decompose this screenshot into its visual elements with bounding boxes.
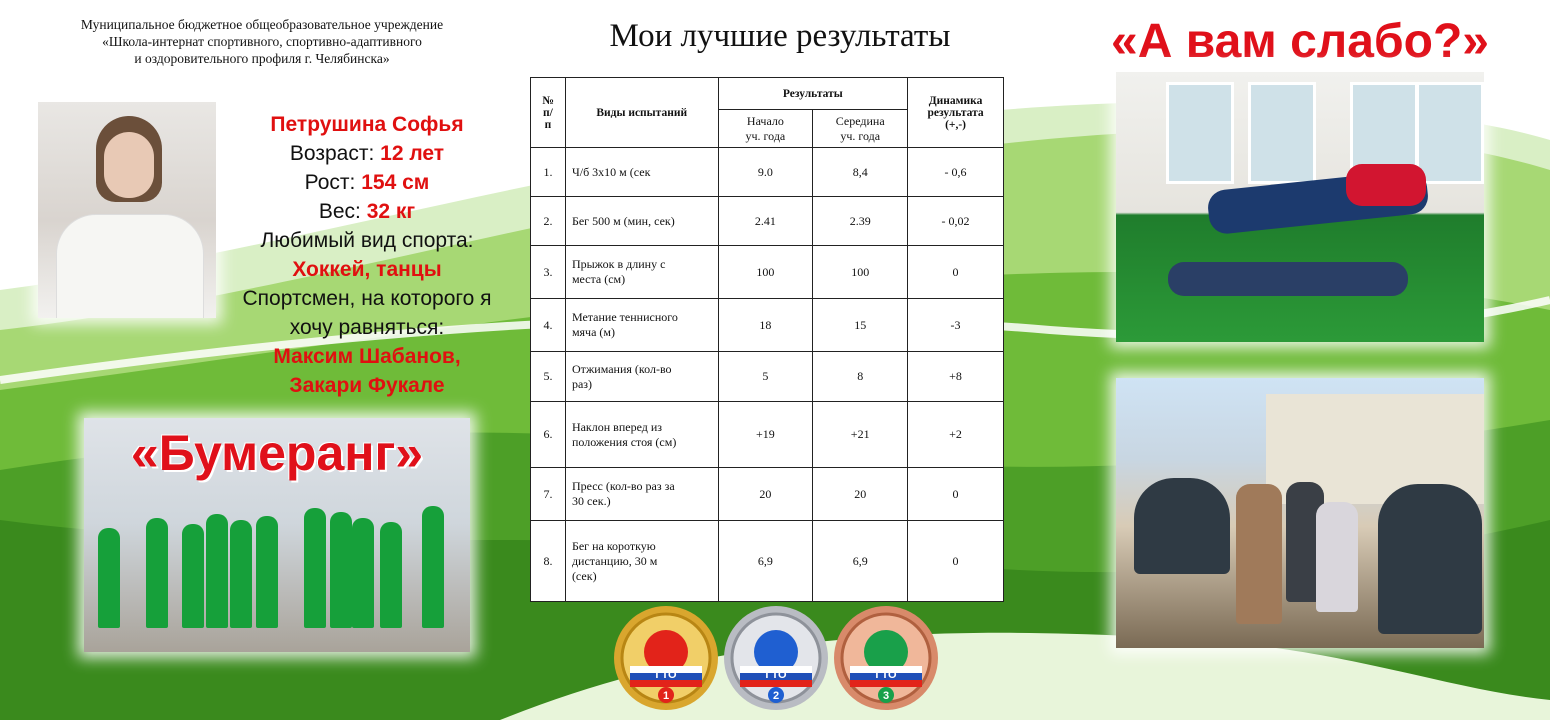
gto-badge-gold [612, 604, 720, 712]
school-name [12, 16, 512, 67]
gto-badge-silver [722, 604, 830, 712]
table-row: 4. Метание теннисного мяча (м) 18 15 -3 [531, 299, 1004, 352]
table-row: 7. Пресс (кол-во раз за 30 сек.) 20 20 0 [531, 468, 1004, 521]
idol-value: Максим Шабанов, [273, 345, 461, 368]
slogan-title: «А вам слабо?» [1111, 15, 1489, 68]
col-header-dynamics: Динамика результата (+,-) [908, 78, 1004, 148]
height-value: 154 см [361, 171, 430, 194]
badge-label: ГТО [765, 669, 787, 681]
col-header-results: Результаты [718, 78, 908, 110]
col-header-test: Виды испытаний [565, 78, 718, 148]
table-row: 1. Ч/б 3х10 м (сек 9.0 8,4 - 0,6 [531, 148, 1004, 197]
school-name-line: и оздоровительного профиля г. Челябинска» [134, 51, 390, 66]
idol-label: Спортсмен, на которого я [242, 287, 492, 310]
table-row: 3. Прыжок в длину с места (см) 100 100 0 [531, 246, 1004, 299]
badge-label: ГТО [875, 669, 897, 681]
height-label: Рост: [304, 171, 362, 194]
results-table [530, 77, 1004, 602]
weight-label: Вес: [318, 200, 367, 223]
school-name-line: Муниципальное бюджетное общеобразовательное учреждение [80, 17, 444, 32]
age-value: 12 лет [380, 142, 445, 165]
col-header-start: Начало уч. года [718, 110, 813, 148]
table-header-row [531, 78, 1004, 110]
athlete-profile [222, 110, 512, 400]
exercise-photo [1116, 72, 1484, 342]
sport-label: Любимый вид спорта: [260, 229, 474, 252]
idol-value: Закари Фукале [289, 374, 445, 397]
gto-badge-bronze [832, 604, 940, 712]
weight-line [222, 197, 512, 226]
table-row: 8. Бег на короткую дистанцию, 30 м (сек) 6,9 6,9 0 [531, 521, 1004, 602]
table-row: 6. Наклон вперед из положения стоя (см) +19 +21 +2 [531, 402, 1004, 468]
age-label: Возраст: [289, 142, 381, 165]
idol-label: хочу равняться: [289, 316, 445, 339]
table-row: 5. Отжимания (кол-во раз) 5 8 +8 [531, 352, 1004, 402]
team-name: «Бумеранг» [130, 425, 424, 481]
table-title: Мои лучшие результаты [609, 18, 951, 54]
badge-number: 2 [772, 690, 780, 702]
col-header-middle: Середина уч. года [813, 110, 908, 148]
athlete-name: Петрушина Софья [270, 113, 464, 136]
table-row: 2. Бег 500 м (мин, сек) 2.41 2.39 - 0,02 [531, 197, 1004, 246]
height-line [222, 168, 512, 197]
col-header-number: № п/ п [531, 78, 566, 148]
badge-number: 1 [662, 690, 670, 702]
sport-value: Хоккей, танцы [292, 258, 442, 281]
outdoor-photo [1116, 378, 1484, 648]
badge-label: ГТО [655, 669, 677, 681]
school-name-line: «Школа-интернат спортивного, спортивно-адаптивного [102, 34, 422, 49]
portrait-photo [38, 102, 216, 318]
badge-number: 3 [882, 690, 890, 702]
age-line [222, 139, 512, 168]
weight-value: 32 кг [366, 200, 416, 223]
gto-badges [612, 604, 942, 716]
